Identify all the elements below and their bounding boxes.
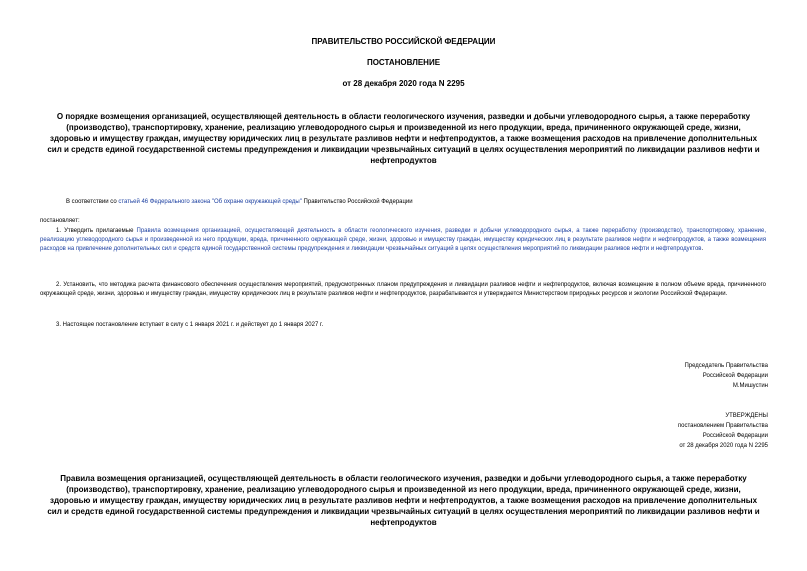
item-1-text: 1. Утвердить прилагаемые	[56, 228, 137, 234]
approval-by: постановлением Правительства	[677, 423, 768, 429]
intro-paragraph	[66, 198, 766, 207]
item-2-paragraph: 2. Установить, что методика расчета финансового обеспечения осуществления мероприятий, предусмотренных планом предупреждения и ликвидации разливов нефти и нефтепродуктов, включая возмещение в полном объеме вреда, причиненного окружающей среде, жизни, здоровью и имуществу граждан, имуществу юридических лиц в результате разливов нефти и нефтепродуктов, разрабатывается и утверждается Министерством природных ресурсов и экологии Российской Федерации.	[40, 282, 766, 297]
signature-country: Российской Федерации	[702, 373, 768, 379]
approval-date: от 28 декабря 2020 года N 2295	[679, 443, 768, 449]
law-article-link[interactable]: статьей 46 Федерального закона "Об охране окружающей среды"	[118, 199, 302, 205]
item-1-paragraph	[40, 227, 766, 254]
item-3-paragraph: 3. Настоящее постановление вступает в силу с 1 января 2021 г. и действует до 1 января 2027 г.	[56, 322, 324, 328]
signature-block	[684, 361, 768, 391]
approval-label: УТВЕРЖДЕНЫ	[725, 413, 768, 419]
intro-text-after: Правительство Российской Федерации	[301, 199, 413, 205]
postanovlyaet-label: постановляет:	[40, 218, 80, 224]
government-heading: ПРАВИТЕЛЬСТВО РОССИЙСКОЙ ФЕДЕРАЦИИ	[311, 37, 496, 46]
intro-text-before: В соответствии со	[66, 199, 119, 205]
rules-link[interactable]: Правила возмещения организацией, осуществляющей деятельность в области геологического изучения, разведки и добычи углеводородного сырья, а также переработку (производство), транспортировку, хранение, реализацию углеводородного сырья и произведенной из него продукции, вреда, причиненного окружающей среде, жизни, здоровью и имуществу граждан, имуществу юридических лиц в результате разливов нефти и нефтепродуктов, а также возмещения расходов на привлечение дополнительных сил и средств единой государственной системы предупреждения и ликвидации чрезвычайных ситуаций в целях осуществления мероприятий по ликвидации разливов нефти и нефтепродуктов	[40, 228, 766, 252]
approval-country: Российской Федерации	[702, 433, 768, 439]
item-1-end: .	[701, 246, 704, 252]
resolution-title: О порядке возмещения организацией, осуществляющей деятельность в области геологического изучения, разведки и добычи углеводородного сырья, а также переработку (производство), транспортировку, хранение, реализацию углеводородного сырья и произведенной из него продукции, вреда, причиненного окружающей среде, жизни, здоровью и имуществу граждан, имуществу юридических лиц в результате разливов нефти и нефтепродуктов, а также возмещения расходов на привлечение дополнительных сил и средств единой государственной системы предупреждения и ликвидации чрезвычайных ситуаций в целях осуществления мероприятий по ликвидации разливов нефти и нефтепродуктов	[47, 112, 760, 165]
document-date-number: от 28 декабря 2020 года N 2295	[342, 79, 465, 88]
signature-name: М.Мишустин	[732, 383, 768, 389]
document-type-heading: ПОСТАНОВЛЕНИЕ	[366, 58, 441, 67]
approval-block	[678, 411, 768, 451]
signature-position: Председатель Правительства	[684, 363, 768, 369]
rules-title: Правила возмещения организацией, осуществляющей деятельность в области геологического изучения, разведки и добычи углеводородного сырья, а также переработку (производство), транспортировку, хранение, реализацию углеводородного сырья и произведенной из него продукции, вреда, причиненного окружающей среде, жизни, здоровью и имуществу граждан, имуществу юридических лиц в результате разливов нефти и нефтепродуктов, а также возмещения расходов на привлечение дополнительных сил и средств единой государственной системы предупреждения и ликвидации чрезвычайных ситуаций в целях осуществления мероприятий по ликвидации разливов нефти и нефтепродуктов	[47, 474, 760, 527]
